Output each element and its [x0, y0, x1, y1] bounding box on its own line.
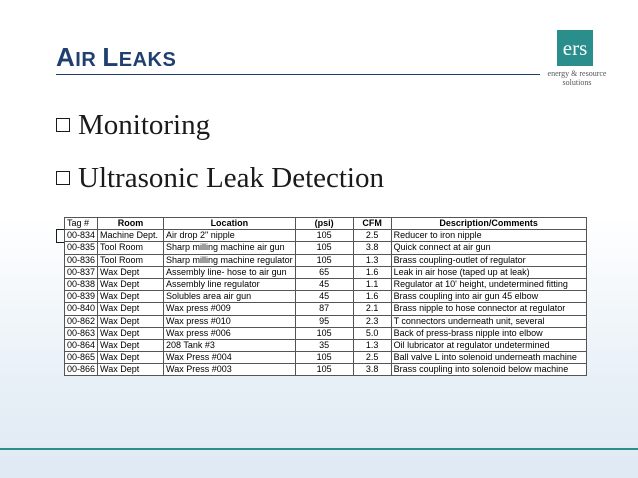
column-header-room: Room [98, 218, 164, 230]
cell-location: Sharp milling machine air gun [164, 242, 296, 254]
checkbox-bullet-icon [56, 118, 70, 132]
cell-description: Quick connect at air gun [391, 242, 586, 254]
cell-tag: 00-836 [65, 254, 98, 266]
cell-description: T connectors underneath unit, several [391, 315, 586, 327]
cell-psi: 105 [295, 254, 353, 266]
cell-room: Wax Dept [98, 339, 164, 351]
cell-location: Wax press #006 [164, 327, 296, 339]
table-row [65, 278, 587, 290]
cell-tag: 00-837 [65, 266, 98, 278]
cell-cfm: 1.6 [353, 291, 391, 303]
cell-room: Wax Dept [98, 291, 164, 303]
cell-room: Wax Dept [98, 266, 164, 278]
cell-room: Tool Room [98, 254, 164, 266]
title-part: IR [75, 49, 103, 71]
cell-room: Wax Dept [98, 315, 164, 327]
cell-psi: 105 [295, 242, 353, 254]
cell-psi: 45 [295, 291, 353, 303]
cell-description: Leak in air hose (taped up at leak) [391, 266, 586, 278]
cell-description: Brass nipple to hose connector at regulator [391, 303, 586, 315]
cell-location: Sharp milling machine regulator [164, 254, 296, 266]
cell-description: Oil lubricator at regulator undetermined [391, 339, 586, 351]
cell-cfm: 1.3 [353, 339, 391, 351]
table-row [65, 303, 587, 315]
bullet-text: Ultrasonic Leak Detection [78, 162, 384, 194]
checkbox-bullet-icon [56, 171, 70, 185]
cell-tag: 00-838 [65, 278, 98, 290]
cell-psi: 105 [295, 352, 353, 364]
cell-tag: 00-840 [65, 303, 98, 315]
cell-cfm: 2.5 [353, 352, 391, 364]
cell-psi: 45 [295, 278, 353, 290]
cell-location: Wax press #009 [164, 303, 296, 315]
cell-cfm: 3.8 [353, 242, 391, 254]
table-row [65, 339, 587, 351]
cell-description: Reducer to iron nipple [391, 230, 586, 242]
cell-description: Brass coupling-outlet of regulator [391, 254, 586, 266]
cell-psi: 105 [295, 327, 353, 339]
logo-line-1: energy & resource [547, 69, 607, 78]
company-logo [545, 30, 609, 94]
column-header-psi: (psi) [295, 218, 353, 230]
cell-room: Wax Dept [98, 352, 164, 364]
cell-description: Regulator at 10' height, undetermined fitting [391, 278, 586, 290]
table-row [65, 291, 587, 303]
cell-tag: 00-834 [65, 230, 98, 242]
cell-tag: 00-866 [65, 364, 98, 376]
cell-tag: 00-864 [65, 339, 98, 351]
table-row [65, 364, 587, 376]
footer-divider [0, 448, 638, 450]
cell-room: Wax Dept [98, 364, 164, 376]
cell-cfm: 2.3 [353, 315, 391, 327]
table-row [65, 315, 587, 327]
table-row [65, 266, 587, 278]
title-part: EAKS [118, 49, 177, 71]
slide-title [56, 42, 176, 73]
title-underline [56, 74, 540, 75]
cell-psi: 105 [295, 230, 353, 242]
cell-location: 208 Tank #3 [164, 339, 296, 351]
column-header-description: Description/Comments [391, 218, 586, 230]
cell-description: Brass coupling into solenoid below machine [391, 364, 586, 376]
cell-room: Tool Room [98, 242, 164, 254]
cell-description: Brass coupling into air gun 45 elbow [391, 291, 586, 303]
table-row [65, 327, 587, 339]
cell-tag: 00-863 [65, 327, 98, 339]
cell-psi: 95 [295, 315, 353, 327]
cell-cfm: 1.1 [353, 278, 391, 290]
cell-cfm: 5.0 [353, 327, 391, 339]
cell-description: Back of press-brass nipple into elbow [391, 327, 586, 339]
table-header-row [65, 218, 587, 230]
table-row [65, 242, 587, 254]
cell-room: Wax Dept [98, 303, 164, 315]
column-header-cfm: CFM [353, 218, 391, 230]
table-row [65, 230, 587, 242]
cell-location: Wax Press #004 [164, 352, 296, 364]
cell-room: Machine Dept. [98, 230, 164, 242]
cell-location: Solubles area air gun [164, 291, 296, 303]
cell-psi: 65 [295, 266, 353, 278]
table-body [65, 230, 587, 376]
cell-description: Ball valve L into solenoid underneath machine [391, 352, 586, 364]
cell-cfm: 1.3 [353, 254, 391, 266]
cell-tag: 00-839 [65, 291, 98, 303]
cell-location: Assembly line regulator [164, 278, 296, 290]
bullet-item [56, 109, 210, 142]
cell-psi: 87 [295, 303, 353, 315]
column-header-tag: Tag # [65, 218, 98, 230]
logo-mark: ers [557, 30, 593, 66]
cell-cfm: 2.5 [353, 230, 391, 242]
cell-cfm: 1.6 [353, 266, 391, 278]
cell-tag: 00-835 [65, 242, 98, 254]
cell-psi: 35 [295, 339, 353, 351]
cell-location: Wax Press #003 [164, 364, 296, 376]
bullet-item [56, 162, 384, 195]
cell-room: Wax Dept [98, 327, 164, 339]
cell-cfm: 3.8 [353, 364, 391, 376]
bullet-text: Monitoring [78, 109, 211, 141]
table-row [65, 352, 587, 364]
logo-line-2: solutions [562, 78, 592, 87]
cell-tag: 00-865 [65, 352, 98, 364]
cell-cfm: 2.1 [353, 303, 391, 315]
column-header-location: Location [164, 218, 296, 230]
cell-room: Wax Dept [98, 278, 164, 290]
cell-psi: 105 [295, 364, 353, 376]
table-row [65, 254, 587, 266]
logo-text [545, 69, 609, 87]
air-leak-table [64, 217, 587, 376]
cell-location: Assembly line- hose to air gun [164, 266, 296, 278]
cell-location: Wax press #010 [164, 315, 296, 327]
title-letter: A [56, 42, 76, 72]
cell-tag: 00-862 [65, 315, 98, 327]
cell-location: Air drop 2" nipple [164, 230, 296, 242]
title-letter: L [102, 42, 119, 72]
